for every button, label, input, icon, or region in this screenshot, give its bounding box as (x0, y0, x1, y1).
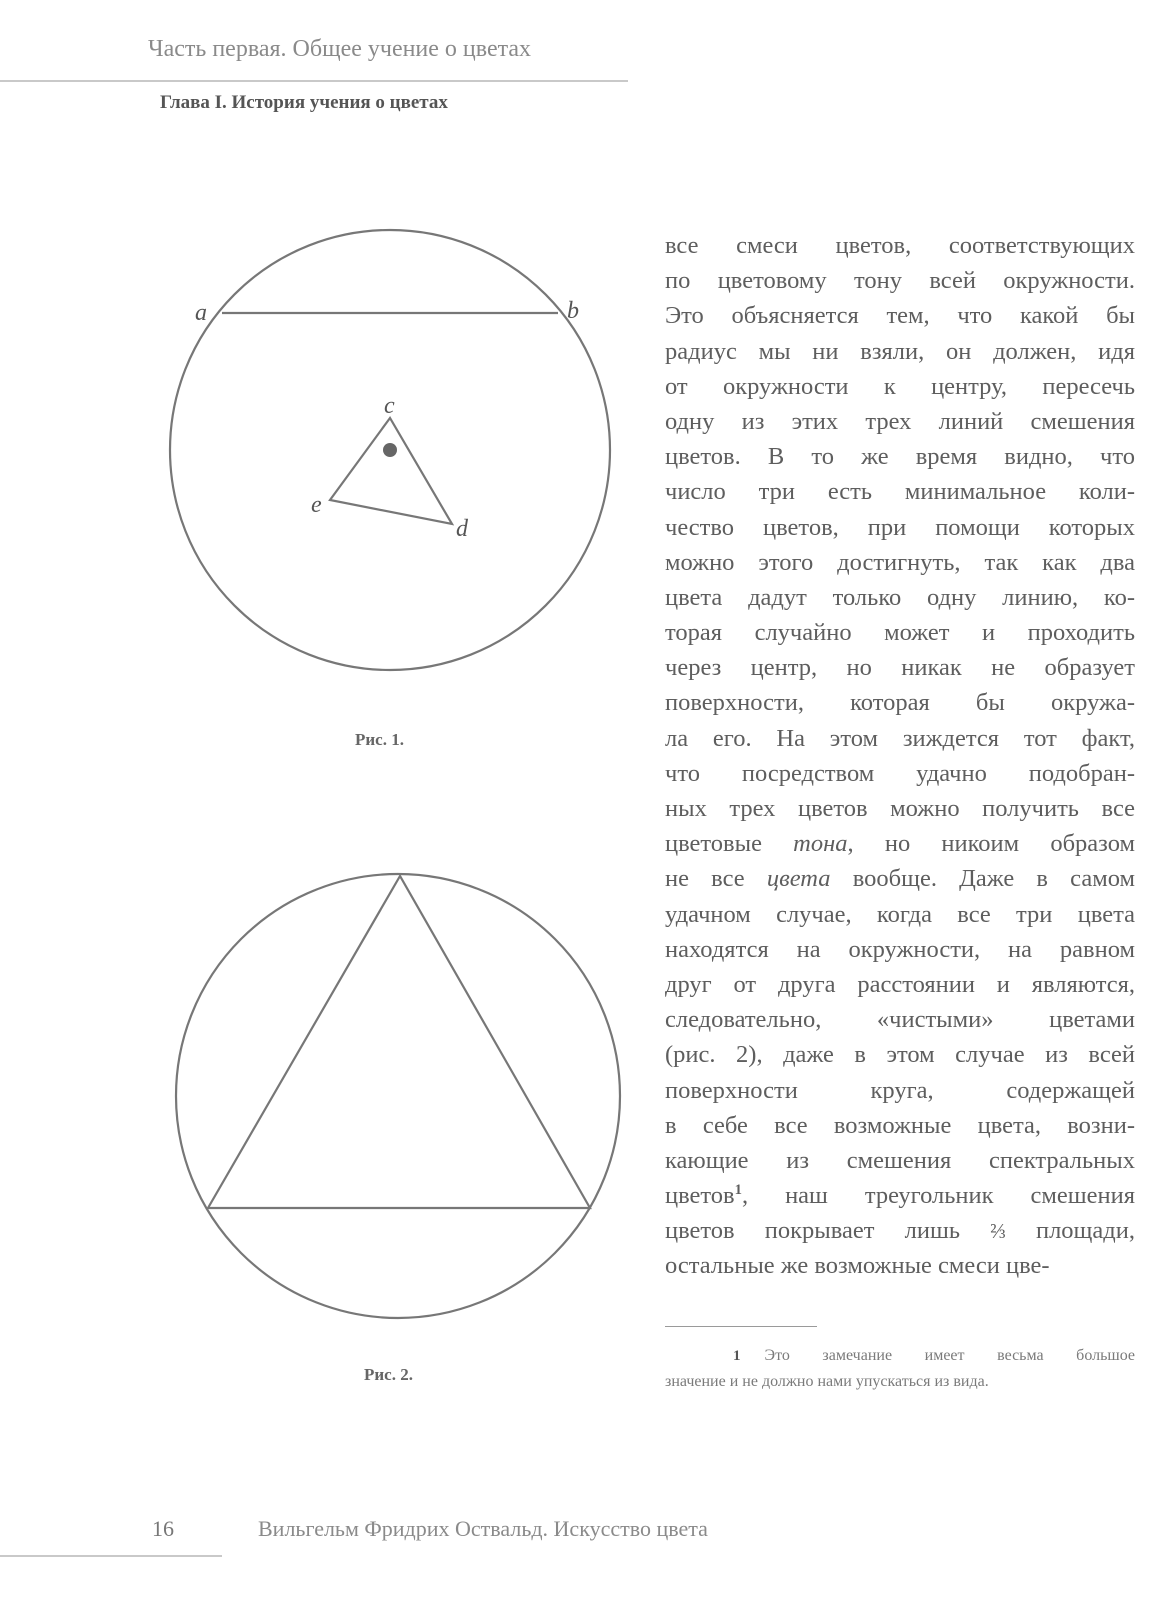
text-line: ных трех цветов можно получить все (665, 795, 1135, 822)
text-line: от окружности к центру, пересечь (665, 372, 1135, 400)
figure-1 (150, 210, 630, 690)
text-line: цветов$^1$, наш треугольник смешения (665, 1181, 1135, 1210)
emphasis-tona: тона (793, 830, 848, 858)
text-line: кающие из смешения спектральных (665, 1146, 1135, 1174)
emphasis-tsveta: цвета (766, 865, 831, 893)
fraction-two-thirds: ⅔ (990, 1219, 1006, 1244)
text-line: цветов. В то же время видно, что (665, 443, 1135, 471)
text-line: можно этого достигнуть, так как два (665, 548, 1135, 576)
fig1-label-a: a (195, 300, 207, 326)
fig1-triangle-ced (330, 418, 452, 524)
text-line: друг от друга расстоянии и являются, (665, 970, 1135, 998)
text-line: все смеси цветов, соответствующих (665, 232, 1135, 259)
text-line: цветов покрывает лишь ⅔ площади, (665, 1217, 1135, 1245)
footnote-ref[interactable]: 1 (734, 1181, 742, 1198)
page-number: 16 (152, 1516, 174, 1541)
fig1-label-e: e (311, 492, 322, 518)
fig2-inscribed-triangle (208, 876, 590, 1208)
running-foot: Вильгельм Фридрих Оствальд. Искусство цвета (258, 1516, 708, 1541)
text-line: удачном случае, когда все три цвета (665, 900, 1135, 928)
text-line: поверхности, которая бы окружа- (665, 689, 1135, 717)
text-line: Это объясняется тем, что какой бы (665, 302, 1135, 330)
fig2-circle (176, 874, 620, 1318)
text-line: по цветовому тону всей окружности. (665, 267, 1135, 295)
figure-1-diagram (150, 210, 630, 690)
text-line: (рис. 2), даже в этом случае из всей (665, 1041, 1135, 1069)
text-line: цвета дадут только одну линию, ко- (665, 583, 1135, 611)
text-line: торая случайно может и проходить (665, 619, 1135, 647)
footnote-rule (665, 1326, 817, 1327)
text-line: не все цвета вообще. Даже в самом (665, 865, 1135, 893)
footnote-line: значение и не должно нами упускаться из вида. (665, 1373, 989, 1390)
body-text (665, 228, 1135, 1284)
fig1-center-dot (383, 443, 397, 457)
figure-2-diagram (170, 868, 630, 1328)
text-line: следовательно, «чистыми» цветами (665, 1006, 1135, 1034)
text-line: находятся на окружности, на равном (665, 935, 1135, 963)
text-line: остальные же возможные смеси цве- (665, 1252, 1050, 1280)
footnote (665, 1343, 1135, 1394)
fig1-label-d: d (456, 516, 468, 542)
running-head: Часть первая. Общее учение о цветах (148, 36, 532, 62)
header-rule (0, 80, 628, 82)
text-line: в себе все возможные цвета, возни- (665, 1111, 1135, 1139)
figure-1-caption: Рис. 1. (355, 730, 404, 749)
text-line: цветовые тона, но никоим образом (665, 830, 1135, 858)
text-line: поверхности круга, содержащей (665, 1076, 1135, 1104)
text-line: ла его. На этом зиждется тот факт, (665, 724, 1135, 752)
text-line: число три есть минимальное коли- (665, 478, 1135, 506)
footnote-mark: 1 (733, 1348, 741, 1364)
footnote-line: 1 Это замечание имеет весьма большое (733, 1347, 1135, 1364)
text-line: через центр, но никак не образует (665, 654, 1135, 682)
text-line: одну из этих трех линий смешения (665, 407, 1135, 435)
text-line: что посредством удачно подобран- (665, 759, 1135, 787)
fig1-label-c: c (384, 393, 395, 419)
figure-2-caption: Рис. 2. (364, 1365, 413, 1384)
chapter-title: Глава I. История учения о цветах (160, 92, 448, 113)
figure-2 (170, 868, 630, 1328)
footer-rule (0, 1555, 222, 1557)
fig1-label-b: b (567, 298, 579, 324)
text-line: чество цветов, при помощи которых (665, 513, 1135, 541)
text-line: радиус мы ни взяли, он должен, идя (665, 337, 1135, 365)
